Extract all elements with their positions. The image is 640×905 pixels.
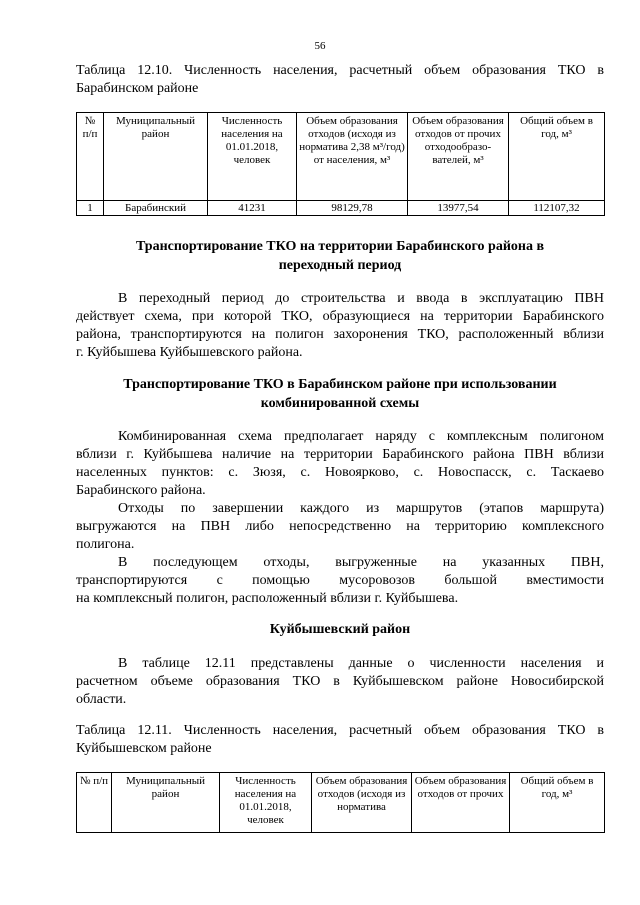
table1-caption-line1: Таблица 12.10. Численность населения, расчетный объем образования ТКО в (76, 63, 604, 78)
text-line: г. Куйбышева Куйбышевского района. (76, 345, 303, 360)
table2-header-cell: Муниципальный район (112, 773, 220, 833)
text-line: транспортируются с помощью мусоровозов большой вместимости (76, 573, 604, 588)
text-line: Отходы по завершении каждого из маршрутов (этапов маршрута) (118, 501, 604, 516)
text-line: населенных пунктов: с. Зюзя, с. Новоярково, с. Новоспасск, с. Таскаево (76, 465, 604, 480)
text-line: Барабинского района. (76, 483, 206, 498)
section2-heading (76, 375, 604, 413)
table1-header-cell: Муниципальный район (104, 113, 208, 201)
table-row (77, 201, 605, 216)
text-line: района, транспортируются на полигон захоронения ТКО, расположенный вблизи (76, 327, 604, 342)
table2-header-cell: № п/п (77, 773, 112, 833)
table1-header-cell: № п/п (77, 113, 104, 201)
text-line: выгружаются на ПВН либо непосредственно на территорию комплексного (76, 519, 604, 534)
table2 (76, 772, 605, 833)
table1-cell: Барабинский (104, 201, 208, 216)
section2-paragraphs (76, 428, 604, 608)
table1-caption-line2: Барабинском районе (76, 81, 199, 96)
table2-caption-line2: Куйбышевском районе (76, 741, 212, 756)
table1-cell: 112107,32 (509, 201, 605, 216)
section3-paragraph (76, 655, 604, 709)
section2-heading-line2: комбинированной схемы (260, 396, 420, 411)
text-line: вблизи г. Куйбышева наличие на территории Барабинского района ПВН вблизи (76, 447, 604, 462)
section1-paragraph (76, 290, 604, 362)
text-line: Комбинированная схема предполагает наряду с комплексным полигоном (118, 429, 604, 444)
text-line: области. (76, 692, 127, 707)
section1-heading-line2: переходный период (278, 258, 402, 273)
text-line: на комплексный полигон, расположенный вблизи г. Куйбышева. (76, 591, 459, 606)
section2-heading-line1: Транспортирование ТКО в Барабинском районе при использовании (123, 377, 557, 392)
section1-heading (76, 237, 604, 275)
text-line: действует схема, при которой ТКО, образующиеся на территории Барабинского (76, 309, 604, 324)
text-line: расчетном объеме образования ТКО в Куйбышевском районе Новосибирской (76, 674, 604, 689)
table2-header-cell: Объем образования отходов (исходя из норматива (312, 773, 412, 833)
text-line: полигона. (76, 537, 135, 552)
table1-header-row (77, 113, 605, 201)
table1-header-cell: Объем образования отходов от прочих отходообразо-вателей, м³ (408, 113, 509, 201)
table2-caption-line1: Таблица 12.11. Численность населения, расчетный объем образования ТКО в (76, 723, 604, 738)
text-line: В переходный период до строительства и ввода в эксплуатацию ПВН (118, 291, 604, 306)
page-number: 56 (314, 40, 326, 52)
table1-cell: 13977,54 (408, 201, 509, 216)
section3-heading: Куйбышевский район (269, 622, 411, 637)
table1 (76, 112, 605, 216)
table2-header-cell: Объем образования отходов от прочих (412, 773, 510, 833)
table2-header-cell: Численность населения на 01.01.2018, человек (220, 773, 312, 833)
text-line: В таблице 12.11 представлены данные о численности населения и (118, 656, 604, 671)
table1-header-cell: Численность населения на 01.01.2018, человек (208, 113, 297, 201)
table2-header-cell: Общий объем в год, м³ (510, 773, 605, 833)
table1-caption (76, 62, 604, 98)
table1-cell: 41231 (208, 201, 297, 216)
table1-header-cell: Объем образования отходов (исходя из норматива 2,38 м³/год) от населения, м³ (297, 113, 408, 201)
text-line: В последующем отходы, выгруженные на указанных ПВН, (118, 555, 604, 570)
table2-header-row (77, 773, 605, 833)
table1-cell: 1 (77, 201, 104, 216)
table1-header-cell: Общий объем в год, м³ (509, 113, 605, 201)
table2-caption (76, 722, 604, 758)
table1-cell: 98129,78 (297, 201, 408, 216)
section1-heading-line1: Транспортирование ТКО на территории Барабинского района в (135, 239, 545, 254)
